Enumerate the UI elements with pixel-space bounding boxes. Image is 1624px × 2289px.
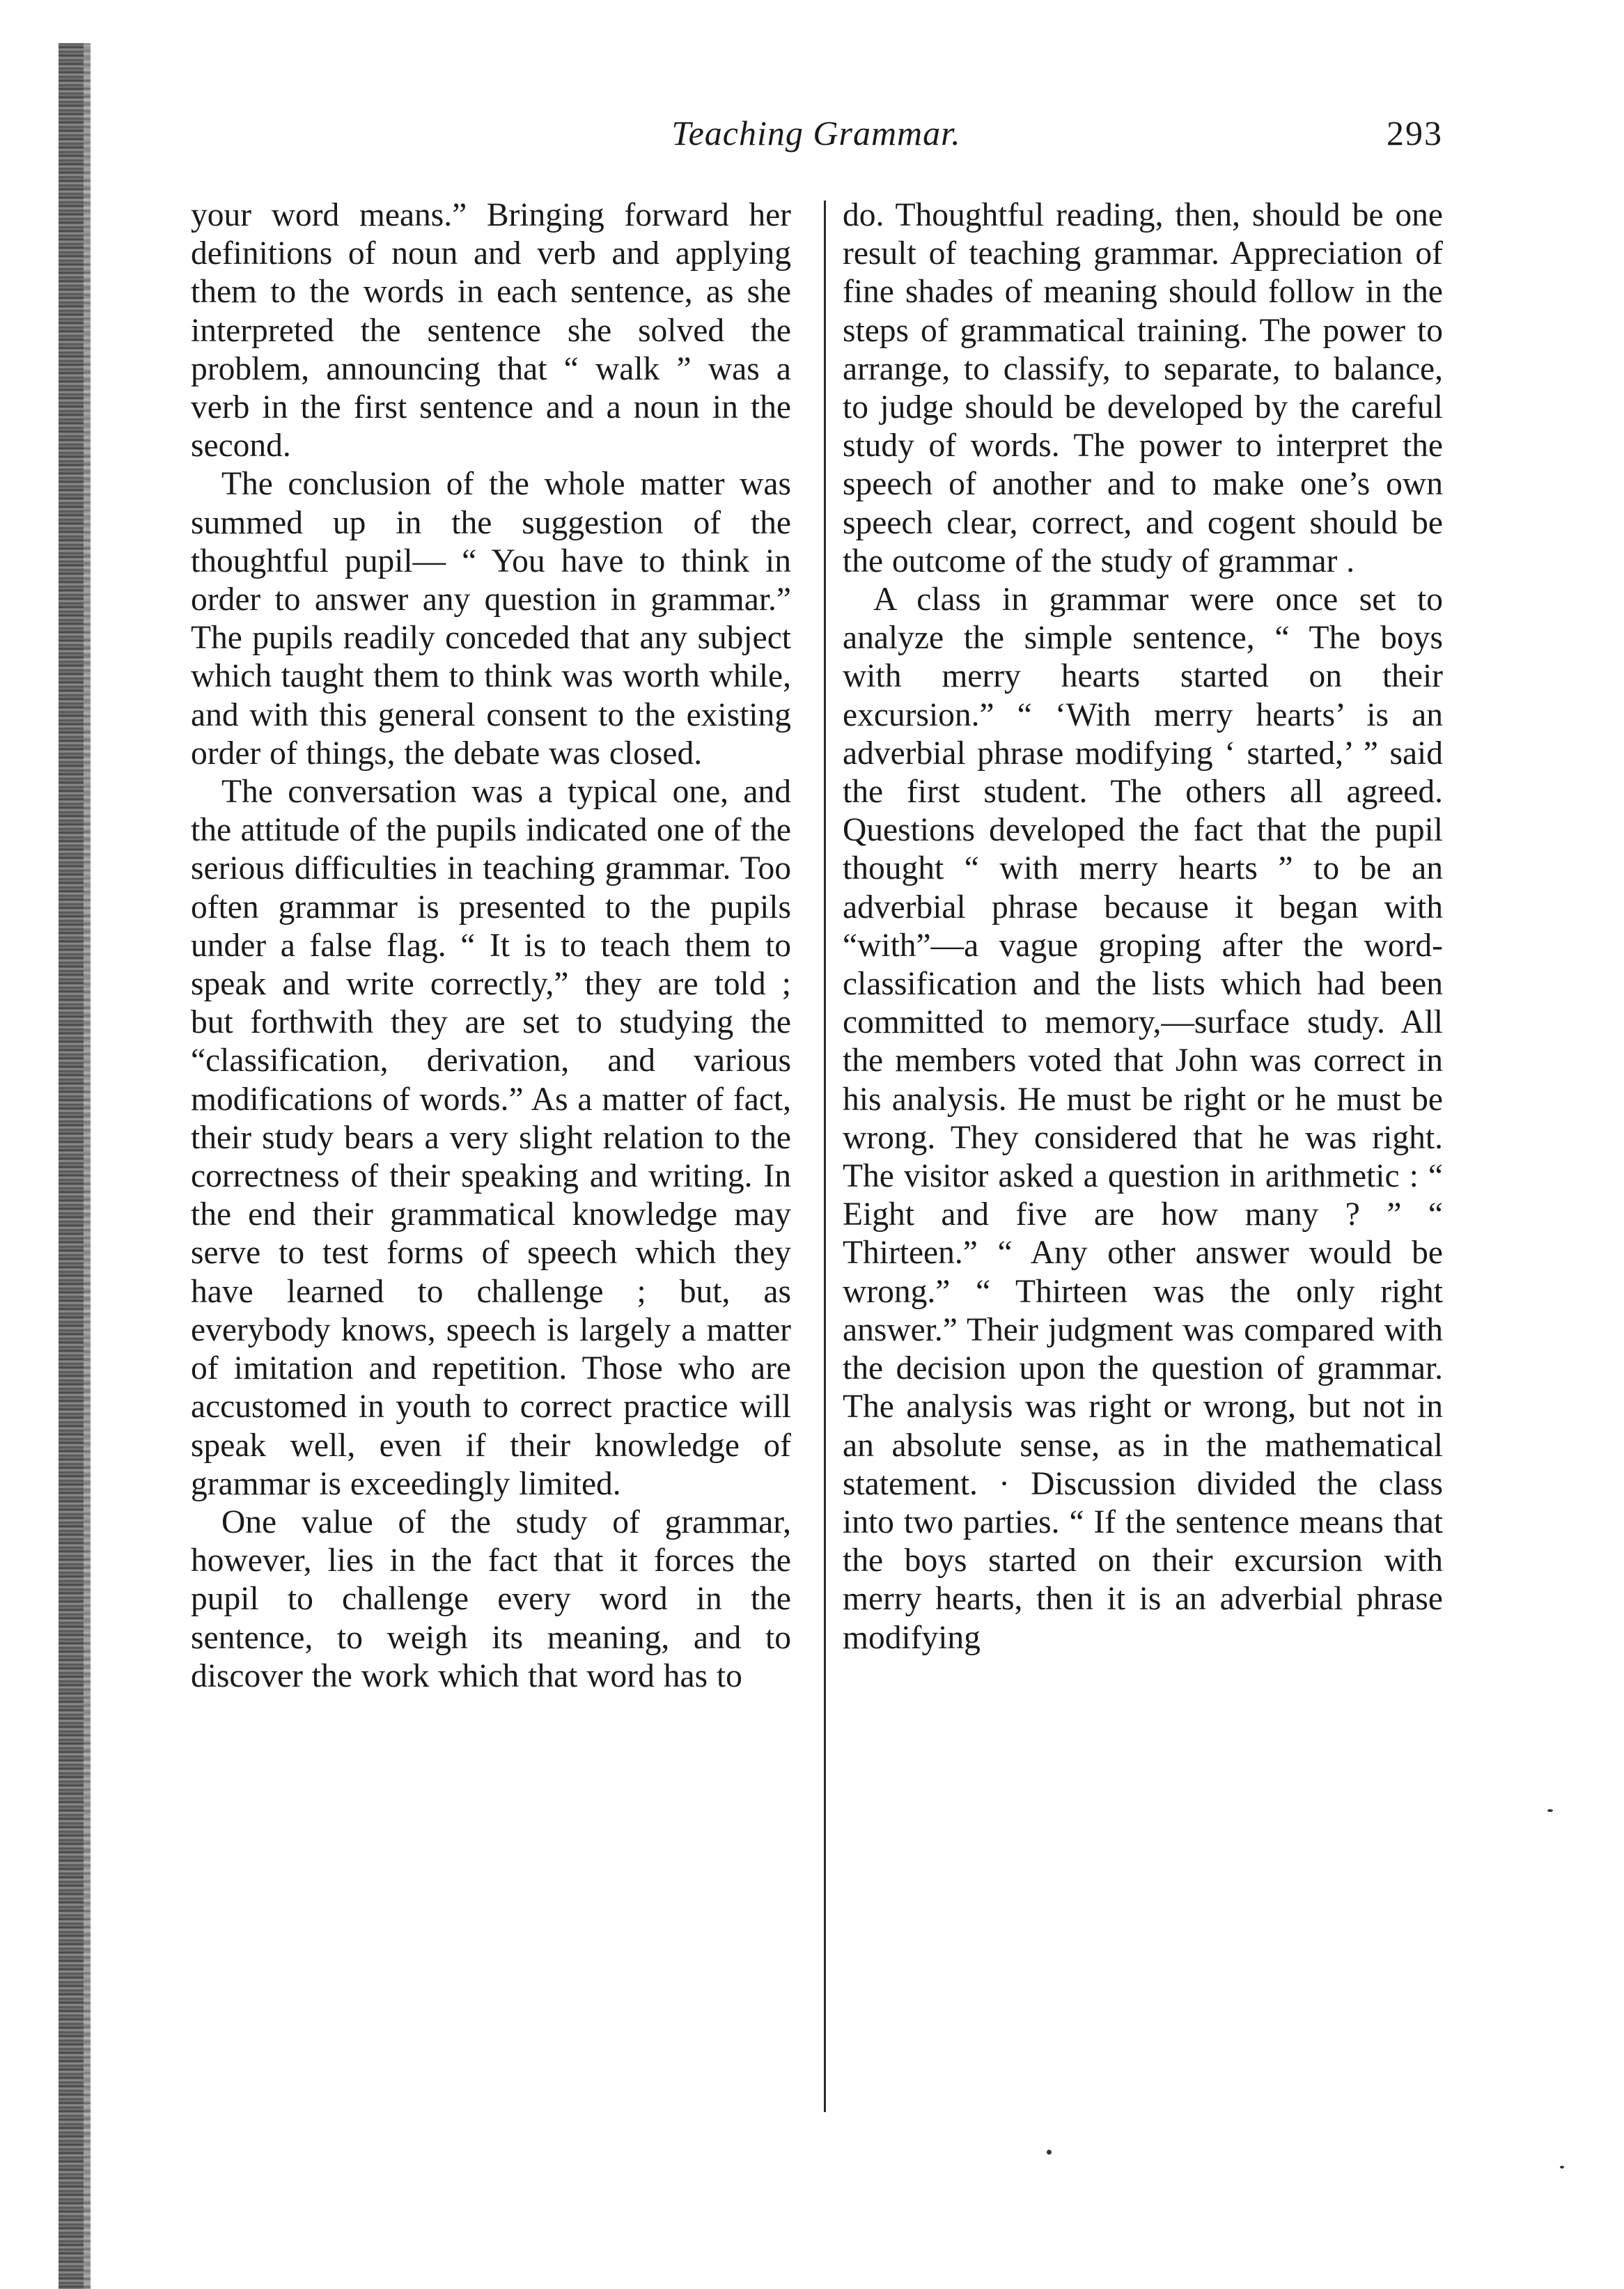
running-header xyxy=(189,113,1443,159)
page-number: 293 xyxy=(1387,114,1443,153)
right-text-column xyxy=(843,196,1443,2118)
ink-speck xyxy=(1547,1809,1553,1812)
left-paragraph-4: One value of the study of grammar, however, lies in the fact that it forces the pupil to challenge every word in the sentence, to weigh its meaning, and to discover the work which that word has to xyxy=(191,1503,791,1694)
right-paragraph-1: do. Thoughtful reading, then, should be one result of teaching grammar. Appreciation of fine shades of meaning should follow in the steps of grammatical training. The power to arrange, to classify, to separate, to balance, to judge should be developed by the careful study of words. The power to interpret the speech of another and to make one’s own speech clear, correct, and cogent should be the outcome of the study of grammar . xyxy=(843,197,1443,579)
ink-speck xyxy=(1560,2166,1564,2169)
left-paragraph-1: your word means.” Bringing forward her definitions of noun and verb and applying them to the words in each sentence, as she interpreted the sentence she solved the problem, announcing that “ walk ” was a verb in the first sentence and a noun in the second. xyxy=(191,197,791,464)
left-paragraph-3: The conversation was a typical one, and the attitude of the pupils indicated one of the serious difficulties in teaching grammar. Too often grammar is presented to the pupils under a false flag. “ It is to teach them to speak and write correctly,” they are told ; but forthwith they are set to studying the “classification, derivation, and various modifications of words.” As a matter of fact, their study bears a very slight relation to the correctness of their speaking and writing. In the end their grammatical knowledge may serve to test forms of speech which they have learned to challenge ; but, as everybody knows, speech is largely a matter of imitation and repetition. Those who are accustomed in youth to correct practice will speak well, even if their knowledge of grammar is exceedingly limited. xyxy=(191,774,791,1502)
ink-speck xyxy=(1047,2150,1052,2155)
left-text-column xyxy=(191,196,791,2118)
page-gutter-shadow xyxy=(84,43,91,2289)
right-paragraph-2: A class in grammar were once set to analyze the simple sentence, “ The boys with merry hearts started on their excursion.” “ ‘With merry hearts’ is an adverbial phrase modifying ‘ started,’ ” said the first student. The others all agreed. Questions developed the fact that the pupil thought “ with merry hearts ” to be an adverbial phrase because it began with “with”—a vague groping after the word-classification and the lists which had been committed to memory,—surface study. All the members voted that John was correct in his analysis. He must be right or he must be wrong. They considered that he was right. The visitor asked a question in arithmetic : “ Eight and five are how many ? ” “ Thirteen.” “ Any other answer would be wrong.” “ Thirteen was the only right answer.” Their judgment was compared with the decision upon the question of grammar. The analysis was right or wrong, but not in an absolute sense, as in the mathematical statement. · Discussion divided the class into two parties. “ If the sentence means that the boys started on their excursion with merry hearts, then it is an adverbial phrase modifying xyxy=(843,581,1443,1656)
running-title: Teaching Grammar. xyxy=(671,114,961,153)
left-paragraph-2: The conclusion of the whole matter was summed up in the suggestion of the thoughtful pupil— “ You have to think in order to answer any question in grammar.” The pupils readily conceded that any subject which taught them to think was worth while, and with this general consent to the existing order of things, the debate was closed. xyxy=(191,466,791,772)
column-divider-rule xyxy=(824,201,826,2112)
